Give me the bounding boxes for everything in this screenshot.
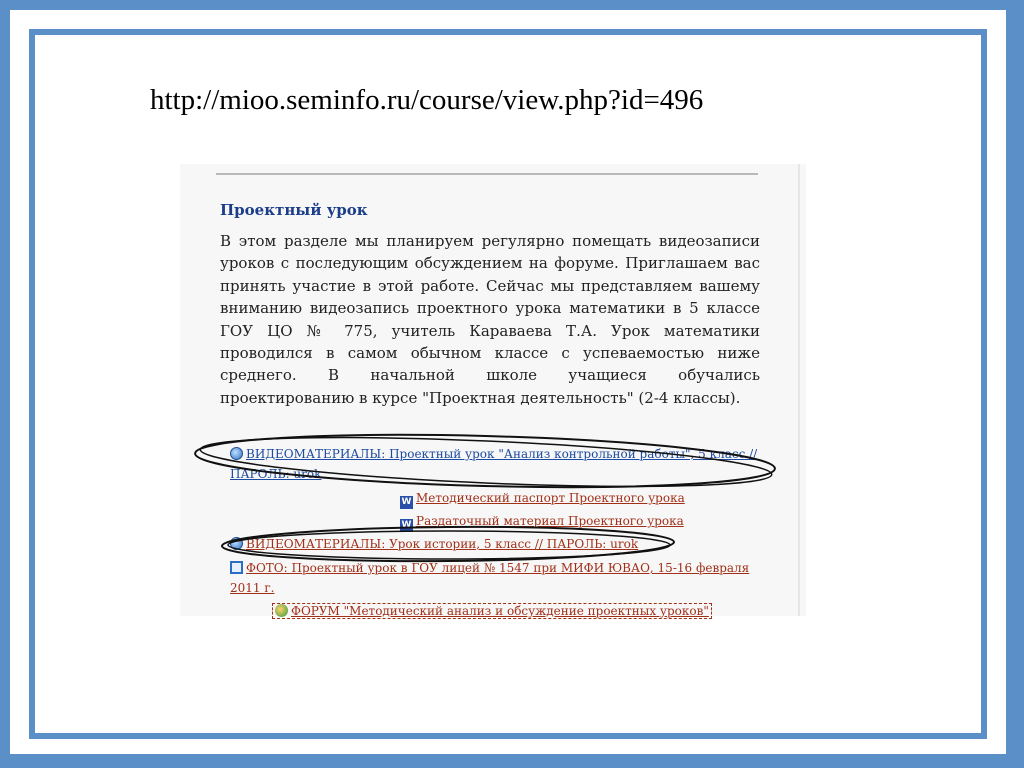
forum-link-label[interactable]: ФОРУМ "Методический анализ и обсуждение проектных уроков" — [291, 604, 709, 618]
word-document-icon: W — [401, 497, 412, 507]
photo-link-date[interactable] — [230, 577, 274, 599]
handout-link[interactable] — [400, 510, 684, 532]
section-title: Проектный урок — [220, 201, 368, 219]
handout-link-label[interactable]: Раздаточный материал Проектного урока — [416, 514, 684, 528]
passport-link[interactable] — [400, 487, 685, 509]
slide-url-title: http://mioo.seminfo.ru/course/view.php?id=496 — [150, 84, 704, 116]
course-page-screenshot — [180, 164, 806, 616]
photo-link-line1[interactable]: ФОТО: Проектный урок в ГОУ лицей № 1547 при МИФИ ЮВАО, 15-16 февраля — [246, 561, 750, 575]
forum-icon — [275, 604, 288, 617]
photo-link-line2[interactable]: 2011 г. — [230, 581, 275, 595]
video-icon — [230, 447, 243, 460]
section-divider — [216, 173, 758, 175]
word-document-icon: W — [401, 520, 412, 530]
video-link-history-label[interactable]: ВИДЕОМАТЕРИАЛЫ: Урок истории, 5 класс // ПАРОЛЬ: urok — [246, 537, 639, 551]
photo-icon — [230, 561, 243, 574]
video-link-analysis-line1[interactable]: ВИДЕОМАТЕРИАЛЫ: Проектный урок "Анализ контрольной работы", 5 класс // — [246, 447, 758, 461]
video-link-analysis-password[interactable] — [230, 463, 321, 485]
passport-link-label[interactable]: Методический паспорт Проектного урока — [416, 491, 685, 505]
video-icon — [230, 537, 243, 550]
video-link-analysis[interactable] — [230, 443, 757, 465]
section-description: В этом разделе мы планируем регулярно помещать видеозаписи уроков с последующим обсуждением на форуме. Приглашаем вас принять участие в этой работе. Сейчас мы представляем вашему вниманию видеозапись проектного урока математики в 5 классе ГОУ ЦО № 775, учитель Караваева Т.А. Урок математики проводился в самом обычном классе с успеваемостью ниже среднего. В начальной школе учащиеся обучались проектированию в курсе "Проектная деятельность" (2-4 классы). — [220, 232, 760, 407]
video-link-analysis-line2[interactable]: ПАРОЛЬ: urok — [230, 467, 322, 481]
forum-link-box[interactable] — [272, 603, 712, 619]
video-link-history[interactable] — [230, 533, 638, 555]
forum-link[interactable] — [272, 600, 712, 622]
screenshot-edge — [798, 164, 800, 616]
photo-link[interactable] — [230, 557, 749, 579]
